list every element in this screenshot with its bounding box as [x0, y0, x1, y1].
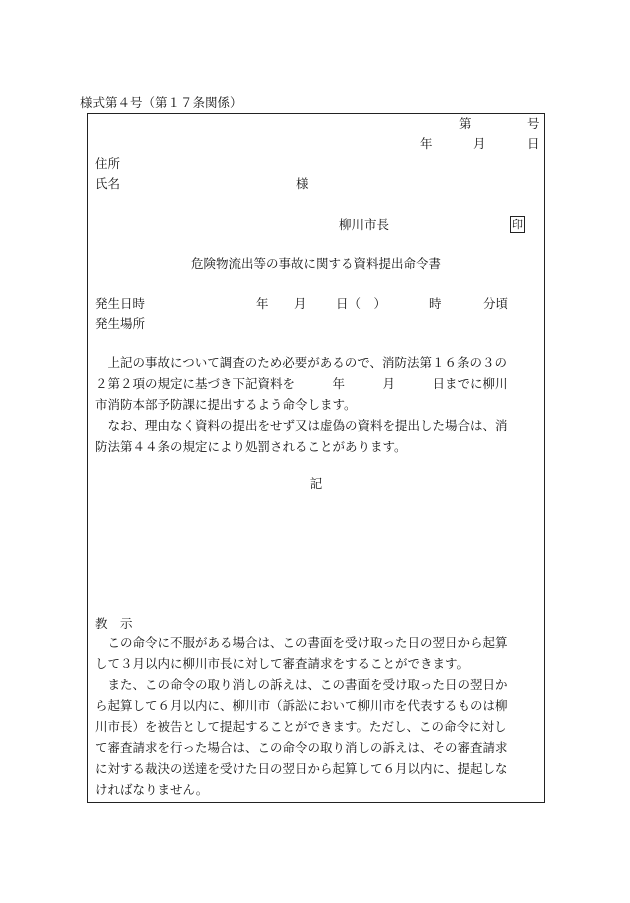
- instruction-heading: 教 示: [95, 616, 133, 631]
- honorific: 様: [296, 176, 309, 191]
- occurrence-day: 日（ ）: [336, 296, 387, 311]
- paragraph-line: この命令に不服がある場合は、この書面を受け取った日の翌日から起算: [95, 635, 508, 650]
- date-month: 月: [473, 136, 486, 151]
- seal-mark: 印: [512, 218, 523, 231]
- name-label: 氏名: [95, 176, 121, 191]
- paragraph-line: ければなりません。: [95, 782, 209, 797]
- paragraph-line: て審査請求を行った場合は、この命令の取り消しの訴えは、その審査請求: [95, 740, 508, 755]
- paragraph-line: ２第２項の規定に基づき下記資料を 年 月 日までに柳川: [95, 376, 508, 391]
- paragraph-line: また、この命令の取り消しの訴えは、この書面を受け取った日の翌日か: [95, 677, 508, 692]
- date-year: 年: [420, 136, 433, 151]
- issuer-title: 柳川市長: [339, 217, 390, 232]
- paragraph-line: 防法第４４条の規定により処罰されることがあります。: [95, 439, 407, 454]
- datetime-label: 発生日時: [95, 296, 146, 311]
- paragraph-line: して３月以内に柳川市長に対して審査請求をすることができます。: [95, 656, 470, 671]
- number-go: 号: [527, 116, 540, 131]
- paragraph-line: 川市長）を被告として提起することができます。ただし、この命令に対し: [95, 719, 507, 734]
- occurrence-hour: 時: [429, 296, 442, 311]
- ki-mark: 記: [309, 476, 323, 491]
- paragraph-line: なお、理由なく資料の提出をせず又は虚偽の資料を提出した場合は、消: [95, 418, 508, 433]
- paragraph-line: 市消防本部予防課に提出するよう命令します。: [95, 397, 357, 412]
- occurrence-minute: 分頃: [483, 296, 509, 311]
- instruction-paragraph: [95, 632, 543, 800]
- paragraph-line: 上記の事故について調査のため必要があるので、消防法第１６条の３の: [95, 355, 508, 370]
- paragraph-line: に対する裁決の送達を受けた日の翌日から起算して６月以内に、提起しな: [95, 761, 508, 776]
- occurrence-month: 月: [294, 296, 307, 311]
- form-label: 様式第４号（第１７条関係）: [80, 95, 243, 110]
- occurrence-year: 年: [256, 296, 269, 311]
- order-paragraph: [95, 352, 543, 457]
- place-label: 発生場所: [95, 316, 146, 331]
- paragraph-line: ら起算して６月以内に、柳川市（訴訟において柳川市を代表するものは柳: [95, 698, 508, 713]
- date-day: 日: [527, 136, 540, 151]
- address-label: 住所: [95, 156, 121, 171]
- document-title: 危険物流出等の事故に関する資料提出命令書: [190, 256, 441, 271]
- number-dai: 第: [459, 116, 472, 131]
